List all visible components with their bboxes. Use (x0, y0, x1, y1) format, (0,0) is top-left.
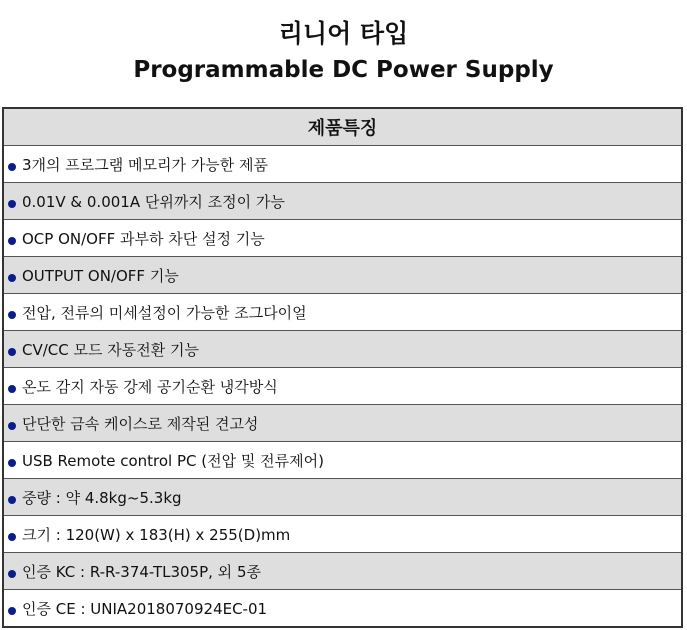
feature-row (3, 479, 682, 516)
feature-text: 인증 KC : R-R-374-TL305P, 외 5종 (22, 562, 261, 581)
feature-row (3, 405, 682, 442)
bullet-icon (8, 496, 16, 504)
bullet-icon (8, 570, 16, 578)
bullet-icon (8, 163, 16, 171)
bullet-icon (8, 385, 16, 393)
bullet-icon (8, 274, 16, 282)
bullet-icon (8, 607, 16, 615)
feature-row (3, 183, 682, 220)
bullet-icon (8, 533, 16, 541)
feature-text: 전압, 전류의 미세설정이 가능한 조그다이얼 (22, 303, 307, 322)
page-subtitle: Programmable DC Power Supply (133, 57, 554, 83)
feature-text: 중량 : 약 4.8kg~5.3kg (22, 488, 182, 507)
feature-text: 단단한 금속 케이스로 제작된 견고성 (22, 414, 259, 433)
bullet-icon (8, 459, 16, 467)
feature-text: OUTPUT ON/OFF 기능 (22, 266, 179, 285)
feature-row (3, 220, 682, 257)
feature-row (3, 590, 682, 628)
bullet-icon (8, 311, 16, 319)
feature-row (3, 257, 682, 294)
feature-text: 3개의 프로그램 메모리가 가능한 제품 (22, 155, 268, 174)
feature-row (3, 294, 682, 331)
feature-text: 0.01V & 0.001A 단위까지 조정이 가능 (22, 192, 285, 211)
feature-text: USB Remote control PC (전압 및 전류제어) (22, 451, 324, 470)
feature-row (3, 331, 682, 368)
feature-row (3, 442, 682, 479)
feature-text: OCP ON/OFF 과부하 차단 설정 기능 (22, 229, 265, 248)
feature-text: CV/CC 모드 자동전환 기능 (22, 340, 199, 359)
features-heading: 제품특징 (3, 108, 682, 146)
feature-row (3, 368, 682, 405)
feature-text: 온도 감지 자동 강제 공기순환 냉각방식 (22, 377, 278, 396)
bullet-icon (8, 422, 16, 430)
feature-row (3, 516, 682, 553)
bullet-icon (8, 200, 16, 208)
feature-text: 크기 : 120(W) x 183(H) x 255(D)mm (22, 525, 291, 544)
bullet-icon (8, 348, 16, 356)
features-table (2, 107, 683, 628)
bullet-icon (8, 237, 16, 245)
feature-text: 인증 CE : UNIA2018070924EC-01 (22, 599, 268, 618)
feature-row (3, 146, 682, 183)
feature-row (3, 553, 682, 590)
page-title: 리니어 타입 (278, 19, 409, 48)
